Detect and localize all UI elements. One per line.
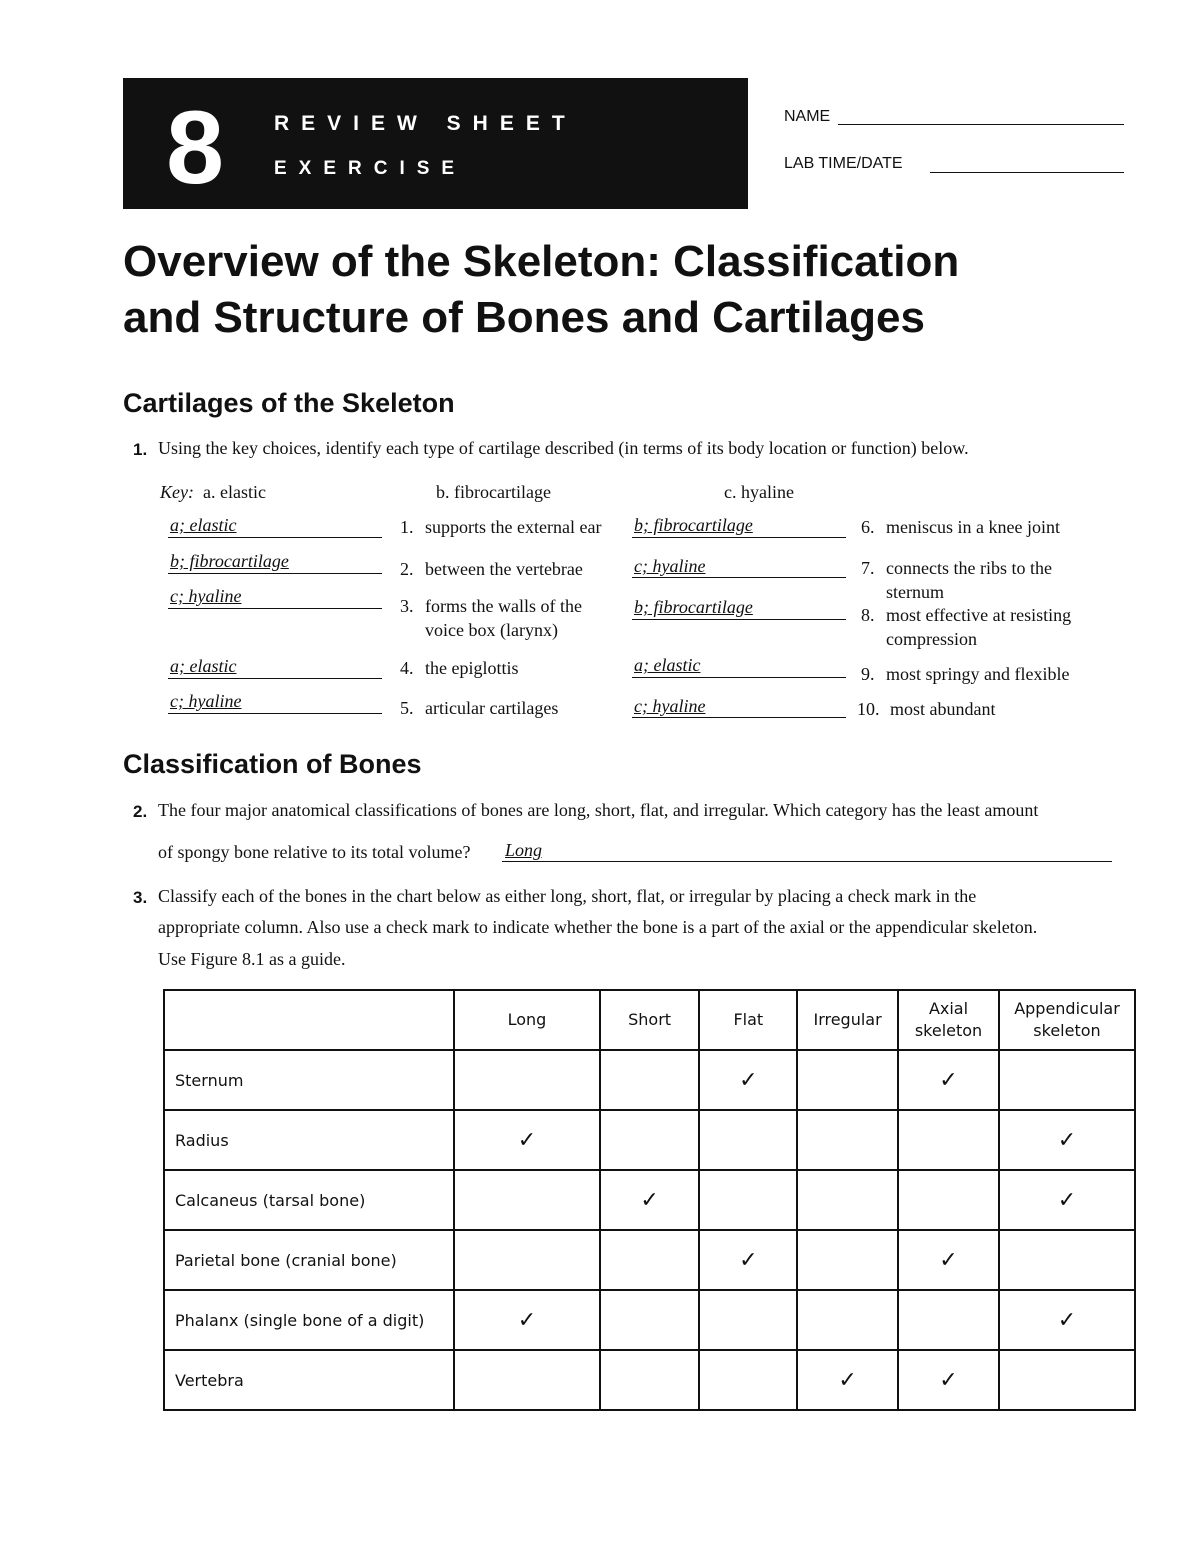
question-3-line-2: appropriate column. Also use a check mark to indicate whether the bone is a part of the axial or the appendicular skeleton.	[158, 917, 1038, 937]
bone-name: Parietal bone (cranial bone)	[164, 1230, 454, 1290]
question-1-number: 1.	[133, 440, 148, 459]
key-c: c. hyaline	[724, 482, 794, 502]
name-field[interactable]	[838, 124, 1124, 125]
section-classification-heading: Classification of Bones	[123, 749, 422, 779]
check-cell[interactable]	[454, 1350, 600, 1410]
item-5-text: articular cartilages	[425, 698, 559, 718]
check-cell[interactable]	[699, 1110, 797, 1170]
check-cell[interactable]	[797, 1170, 898, 1230]
check-cell[interactable]	[999, 1230, 1135, 1290]
answer-5: c; hyaline	[170, 691, 242, 711]
table-row	[164, 1350, 1135, 1410]
item-6-text: meniscus in a knee joint	[886, 517, 1060, 537]
bone-name: Vertebra	[164, 1350, 454, 1410]
check-cell[interactable]: ✓	[898, 1350, 999, 1410]
check-cell[interactable]	[454, 1050, 600, 1110]
check-cell[interactable]: ✓	[454, 1290, 600, 1350]
title-line-1: Overview of the Skeleton: Classification	[123, 237, 960, 286]
table-header-axial: Axial skeleton	[898, 990, 999, 1050]
check-cell[interactable]: ✓	[999, 1110, 1135, 1170]
question-3-line-3: Use Figure 8.1 as a guide.	[158, 949, 346, 969]
check-cell[interactable]	[600, 1110, 700, 1170]
answer-7: c; hyaline	[634, 556, 706, 576]
bone-name: Sternum	[164, 1050, 454, 1110]
item-8-number: 8.	[861, 605, 875, 625]
answer-8: b; fibrocartilage	[634, 597, 753, 617]
check-cell[interactable]	[600, 1230, 700, 1290]
question-3-number: 3.	[133, 888, 148, 907]
question-2-line-1: The four major anatomical classifications of bones are long, short, flat, and irregular. Which category has the least amount	[158, 800, 1039, 820]
check-cell[interactable]	[699, 1350, 797, 1410]
table-header-irregular: Irregular	[797, 990, 898, 1050]
check-cell[interactable]	[600, 1290, 700, 1350]
bone-name: Calcaneus (tarsal bone)	[164, 1170, 454, 1230]
item-7-text: connects the ribs to the sternum	[886, 558, 1052, 602]
title-line-2: and Structure of Bones and Cartilages	[123, 293, 925, 342]
answer-1: a; elastic	[170, 515, 237, 535]
table-row	[164, 1110, 1135, 1170]
banner-exercise: EXERCISE	[274, 158, 467, 179]
answer-9: a; elastic	[634, 655, 701, 675]
table-row	[164, 1170, 1135, 1230]
table-header-appendicular: Appendicular skeleton	[999, 990, 1135, 1050]
item-8-text: most effective at resisting compression	[886, 605, 1072, 649]
check-cell[interactable]	[454, 1230, 600, 1290]
answer-6: b; fibrocartilage	[634, 515, 753, 535]
bone-name: Phalanx (single bone of a digit)	[164, 1290, 454, 1350]
item-10-number: 10.	[857, 699, 880, 719]
item-1-number: 1.	[400, 517, 414, 537]
bone-name: Radius	[164, 1110, 454, 1170]
name-label: NAME	[784, 108, 831, 125]
item-5-number: 5.	[400, 698, 414, 718]
question-2-answer: Long	[505, 840, 543, 860]
check-cell[interactable]	[898, 1110, 999, 1170]
item-4-text: the epiglottis	[425, 658, 519, 678]
answer-line-3[interactable]	[168, 608, 382, 609]
table-row	[164, 1050, 1135, 1110]
question-1-text: Using the key choices, identify each type of cartilage described (in terms of its body location or function) below.	[158, 438, 969, 458]
labtime-label: LAB TIME/DATE	[784, 155, 903, 172]
check-cell[interactable]	[999, 1350, 1135, 1410]
check-cell[interactable]: ✓	[999, 1290, 1135, 1350]
item-1-text: supports the external ear	[425, 517, 602, 537]
page-title	[123, 234, 1123, 346]
answer-3: c; hyaline	[170, 586, 242, 606]
bone-classification-table	[163, 989, 1136, 1411]
table-header-long: Long	[454, 990, 600, 1050]
key-row	[160, 480, 266, 504]
answer-2: b; fibrocartilage	[170, 551, 289, 571]
check-cell[interactable]: ✓	[999, 1170, 1135, 1230]
check-cell[interactable]: ✓	[898, 1050, 999, 1110]
exercise-number: 8	[166, 90, 224, 206]
table-row	[164, 1230, 1135, 1290]
check-cell[interactable]	[699, 1170, 797, 1230]
answer-4: a; elastic	[170, 656, 237, 676]
question-2-answer-line[interactable]	[502, 861, 1112, 862]
item-3-number: 3.	[400, 596, 414, 616]
check-cell[interactable]	[797, 1050, 898, 1110]
table-header-blank	[164, 990, 454, 1050]
item-10-text: most abundant	[890, 699, 996, 719]
table-header-flat: Flat	[699, 990, 797, 1050]
check-cell[interactable]: ✓	[797, 1350, 898, 1410]
answer-line-1[interactable]	[168, 537, 382, 538]
answer-line-9[interactable]	[632, 677, 846, 678]
answer-line-4[interactable]	[168, 678, 382, 679]
check-cell[interactable]	[797, 1290, 898, 1350]
table-header-short: Short	[600, 990, 700, 1050]
check-cell[interactable]	[600, 1350, 700, 1410]
banner-review-sheet: REVIEW SHEET	[274, 112, 577, 135]
item-6-number: 6.	[861, 517, 875, 537]
table-header-row	[164, 990, 1135, 1050]
check-cell[interactable]	[999, 1050, 1135, 1110]
key-b: b. fibrocartilage	[436, 482, 551, 502]
labtime-field[interactable]	[930, 172, 1124, 173]
item-9-number: 9.	[861, 664, 875, 684]
item-9-text: most springy and flexible	[886, 664, 1070, 684]
key-a: a. elastic	[202, 482, 266, 502]
check-cell[interactable]	[699, 1290, 797, 1350]
check-cell[interactable]	[898, 1290, 999, 1350]
check-cell[interactable]	[600, 1050, 700, 1110]
answer-line-8[interactable]	[632, 619, 846, 620]
check-cell[interactable]: ✓	[699, 1050, 797, 1110]
check-cell[interactable]	[797, 1110, 898, 1170]
answer-line-6[interactable]	[632, 537, 846, 538]
question-2-number: 2.	[133, 802, 148, 821]
item-3-text: forms the walls of the voice box (larynx)	[425, 596, 582, 640]
check-cell[interactable]: ✓	[454, 1110, 600, 1170]
item-4-number: 4.	[400, 658, 414, 678]
question-2-line-2: of spongy bone relative to its total volume?	[158, 842, 471, 862]
answer-line-7[interactable]	[632, 577, 846, 578]
item-2-number: 2.	[400, 559, 414, 579]
table-row	[164, 1290, 1135, 1350]
item-7-number: 7.	[861, 558, 875, 578]
answer-line-10[interactable]	[632, 717, 846, 718]
question-3-line-1: Classify each of the bones in the chart below as either long, short, flat, or irregular by placing a check mark in the	[158, 886, 977, 906]
check-cell[interactable]: ✓	[600, 1170, 700, 1230]
check-cell[interactable]	[797, 1230, 898, 1290]
item-2-text: between the vertebrae	[425, 559, 583, 579]
check-cell[interactable]: ✓	[898, 1230, 999, 1290]
section-cartilages-heading: Cartilages of the Skeleton	[123, 388, 455, 418]
answer-line-5[interactable]	[168, 713, 382, 714]
check-cell[interactable]	[454, 1170, 600, 1230]
check-cell[interactable]: ✓	[699, 1230, 797, 1290]
answer-10: c; hyaline	[634, 696, 706, 716]
check-cell[interactable]	[898, 1170, 999, 1230]
key-label: Key:	[160, 482, 194, 502]
answer-line-2[interactable]	[168, 573, 382, 574]
